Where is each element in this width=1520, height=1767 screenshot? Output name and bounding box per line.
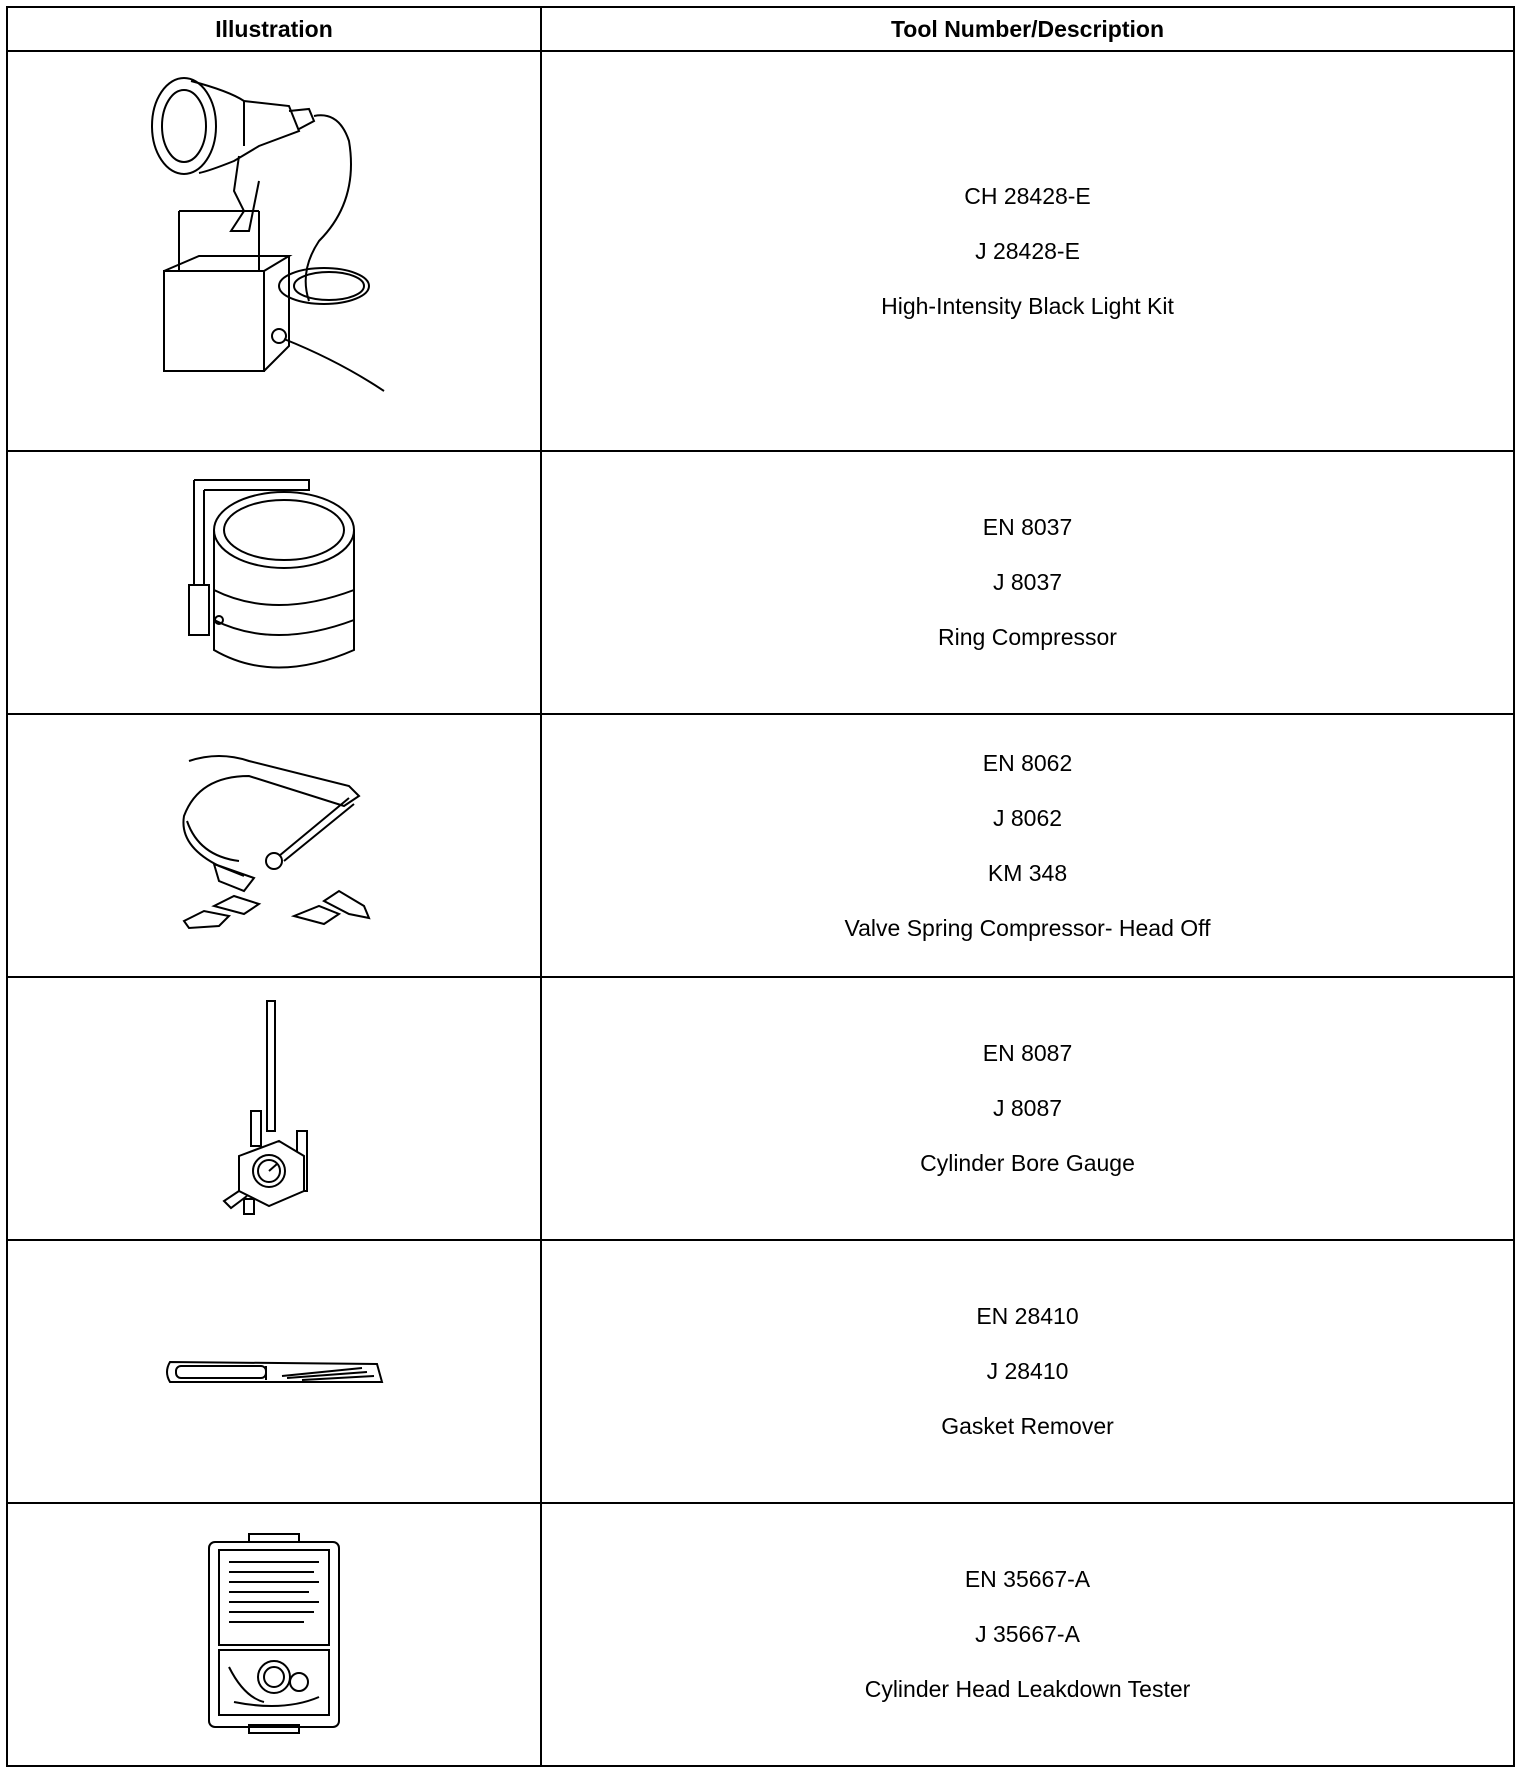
tool-number-primary: EN 8062 — [982, 749, 1073, 776]
illustration-cell — [7, 451, 541, 714]
gasket-remover-icon — [8, 1352, 540, 1392]
cylinder-bore-gauge-icon — [8, 996, 540, 1221]
tool-description: Cylinder Bore Gauge — [920, 1150, 1135, 1176]
tool-number-secondary: J 28428-E — [975, 237, 1080, 264]
header-illustration: Illustration — [7, 7, 541, 51]
tool-number-secondary: J 35667-A — [975, 1621, 1080, 1647]
description-cell — [541, 1240, 1514, 1503]
tool-number-secondary: J 8037 — [992, 569, 1063, 595]
tool-number-secondary: J 8087 — [992, 1095, 1063, 1121]
tool-number-secondary: J 28410 — [986, 1358, 1069, 1384]
tool-number-primary: EN 28410 — [976, 1303, 1079, 1329]
table-row — [7, 451, 1514, 714]
table-row — [7, 1503, 1514, 1766]
tool-number-tertiary: KM 348 — [987, 859, 1068, 886]
leakdown-tester-icon — [8, 1532, 540, 1737]
table-row — [7, 977, 1514, 1240]
tool-number-primary: EN 8087 — [982, 1040, 1073, 1066]
description-cell — [541, 1503, 1514, 1766]
tool-description: High-Intensity Black Light Kit — [881, 292, 1174, 319]
illustration-cell — [7, 51, 541, 451]
tool-number-primary: EN 35667-A — [964, 1566, 1091, 1592]
table-row — [7, 1240, 1514, 1503]
table-row — [7, 714, 1514, 977]
table-row — [7, 51, 1514, 451]
illustration-cell — [7, 1503, 541, 1766]
illustration-cell — [7, 1240, 541, 1503]
header-row — [7, 7, 1514, 51]
tool-description: Gasket Remover — [941, 1413, 1114, 1439]
valve-spring-compressor-icon — [8, 746, 540, 946]
description-cell — [541, 977, 1514, 1240]
tool-number-primary: CH 28428-E — [964, 182, 1091, 209]
black-light-kit-icon — [8, 71, 540, 431]
special-tools-table — [6, 6, 1515, 1767]
description-cell — [541, 714, 1514, 977]
tool-description: Cylinder Head Leakdown Tester — [864, 1676, 1191, 1702]
header-description: Tool Number/Description — [541, 7, 1514, 51]
tool-number-secondary: J 8062 — [992, 804, 1063, 831]
tool-description: Ring Compressor — [938, 624, 1117, 650]
illustration-cell — [7, 977, 541, 1240]
tool-description: Valve Spring Compressor- Head Off — [844, 914, 1211, 941]
tool-number-primary: EN 8037 — [982, 514, 1073, 540]
description-cell — [541, 51, 1514, 451]
illustration-cell — [7, 714, 541, 977]
ring-compressor-icon — [8, 470, 540, 695]
description-cell — [541, 451, 1514, 714]
